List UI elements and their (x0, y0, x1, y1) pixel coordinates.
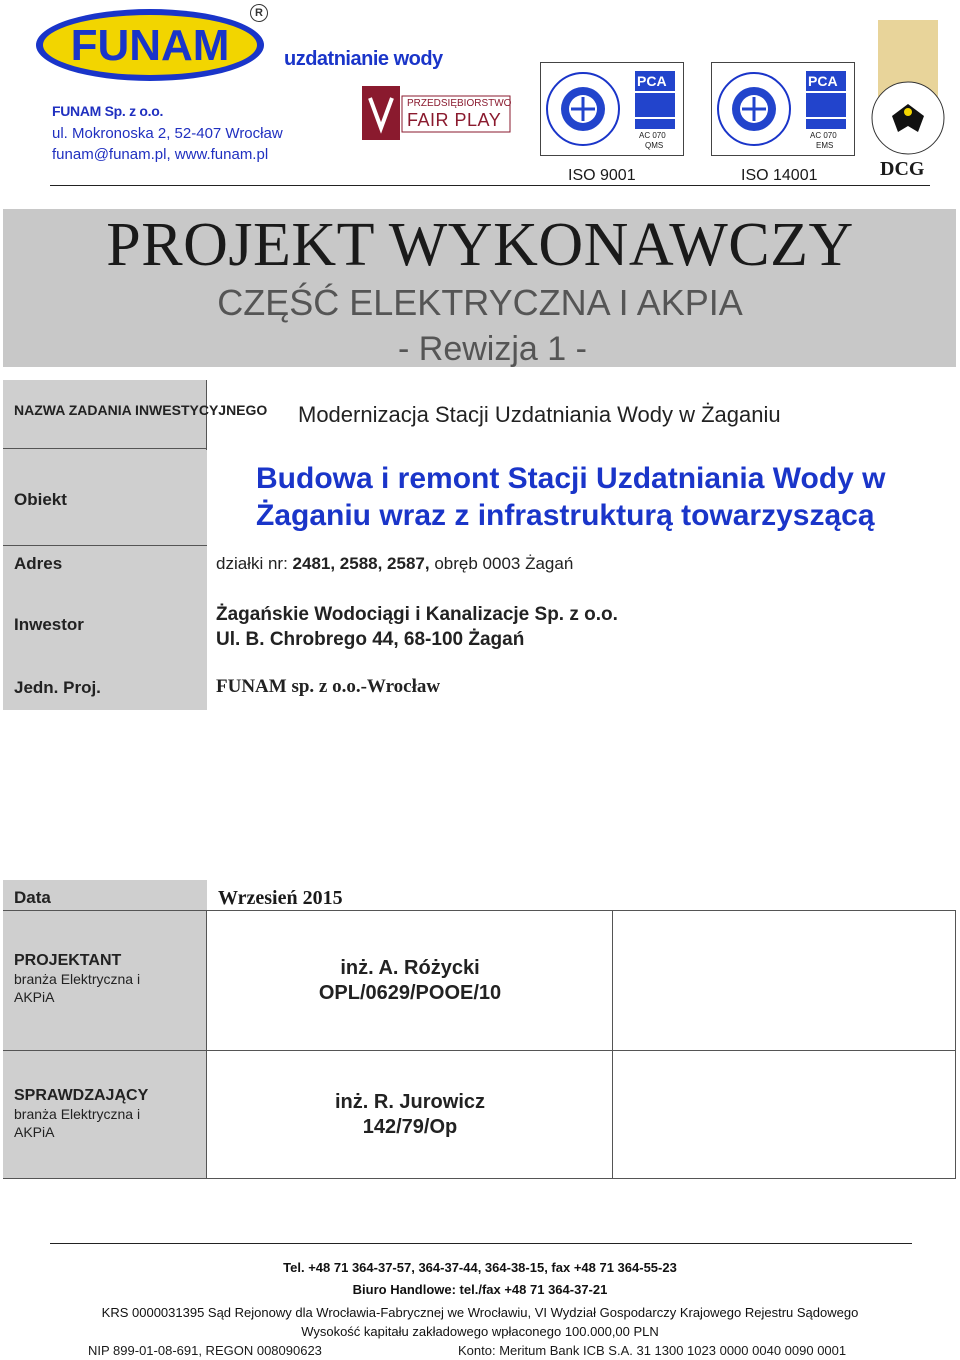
registered-mark-icon: R (250, 4, 268, 22)
address-suffix: obręb 0003 Żagań (429, 554, 574, 573)
table-line (3, 1178, 956, 1179)
document-title: PROJEKT WYKONAWCZY (106, 211, 854, 279)
checker-info (310, 1090, 510, 1140)
designer-name: inż. A. Różycki (340, 957, 480, 979)
table-line (3, 910, 956, 911)
footer-capital: Wysokość kapitału zakładowego wpłaconego 100.000,00 PLN (301, 1324, 659, 1339)
logo-text: FUNAM (70, 21, 230, 70)
fairplay-logo (362, 86, 512, 140)
table-line (206, 910, 207, 1178)
cert-code: AC 070 (639, 131, 666, 140)
designer-branch: branża Elektryczna i (14, 971, 141, 987)
revision-label: - Rewizja 1 - (398, 330, 587, 368)
fairplay-line2: FAIR PLAY (407, 110, 502, 130)
footer-krs: KRS 0000031395 Sąd Rejonowy dla Wrocławia-Fabrycznej we Wrocławiu, VI Wydział Gospodarczy Krajowego Rejestru Sądowego (101, 1305, 859, 1320)
checker-role-title: SPRAWDZAJĄCY (14, 1087, 149, 1104)
checker-role (14, 1087, 148, 1141)
funam-logo (34, 6, 266, 84)
field-value-address (216, 554, 573, 574)
address-prefix: działki nr: (216, 554, 293, 573)
field-label-task: NAZWA ZADANIA INWESTYCYJNEGO (14, 402, 268, 418)
tagline: uzdatnianie wody (284, 48, 443, 70)
table-line (612, 910, 613, 1178)
address-plots: 2481, 2588, 2587, (292, 554, 430, 573)
header-divider (50, 185, 930, 186)
field-label-address: Adres (14, 554, 63, 573)
table-line (3, 1050, 956, 1051)
footer-office: Biuro Handlowe: tel./fax +48 71 364-37-21 (352, 1282, 608, 1297)
field-value-task: Modernizacja Stacji Uzdatniania Wody w Żaganiu (298, 402, 781, 427)
table-line (955, 910, 956, 1178)
iso14001-label: ISO 14001 (741, 167, 818, 184)
fairplay-line1: PRZEDSIĘBIORSTWO (407, 98, 512, 109)
date-label: Data (14, 888, 51, 907)
document-subtitle: CZĘŚĆ ELEKTRYCZNA I AKPIA (217, 282, 743, 323)
company-address: ul. Mokronoska 2, 52-407 Wrocław (52, 125, 283, 142)
company-contact: funam@funam.pl, www.funam.pl (52, 146, 269, 163)
iso14001-certificate (711, 62, 855, 156)
footer-nip: NIP 899-01-08-691, REGON 008090623 (88, 1343, 322, 1358)
designer-role (14, 952, 140, 1006)
designer-role-title: PROJEKTANT (14, 952, 122, 969)
dcg-label: DCG (880, 158, 925, 180)
investor-address: Ul. B. Chrobrego 44, 68-100 Żagań (216, 629, 525, 650)
designer-info (310, 956, 510, 1006)
date-value: Wrzesień 2015 (218, 887, 343, 909)
company-name: FUNAM Sp. z o.o. (52, 103, 164, 119)
cert-code: AC 070 (810, 131, 837, 140)
cert-type: EMS (816, 141, 834, 150)
investor-name: Żagańskie Wodociągi i Kanalizacje Sp. z o.o. (216, 604, 618, 625)
field-value-design-unit: FUNAM sp. z o.o.-Wrocław (216, 676, 441, 697)
footer-bank: Konto: Meritum Bank ICB S.A. 31 1300 1023 0000 0040 0090 0001 (458, 1343, 847, 1358)
footer-divider (50, 1243, 912, 1244)
checker-branch-2: AKPiA (14, 1124, 55, 1140)
field-label-investor: Inwestor (14, 615, 84, 634)
cert-type: QMS (645, 141, 664, 150)
checker-license: 142/79/Op (362, 1116, 458, 1138)
iso9001-label: ISO 9001 (568, 167, 636, 184)
field-value-object: Budowa i remont Stacji Uzdatniania Wody w Żaganiu wraz z infrastrukturą towarzyszącą (256, 462, 886, 532)
checker-name: inż. R. Jurowicz (334, 1091, 486, 1113)
field-label-object: Obiekt (14, 490, 67, 509)
checker-branch: branża Elektryczna i (14, 1106, 141, 1122)
row-divider (3, 448, 207, 449)
field-label-design-unit: Jedn. Proj. (14, 678, 101, 697)
pca-mark: PCA (808, 73, 838, 89)
pca-mark: PCA (637, 73, 667, 89)
field-value-investor (216, 602, 618, 652)
dcg-certificate-logo (870, 20, 946, 180)
iso9001-certificate (540, 62, 684, 156)
footer-phone: Tel. +48 71 364-37-57, 364-37-44, 364-38-15, fax +48 71 364-55-23 (283, 1260, 677, 1275)
designer-license: OPL/0629/POOE/10 (318, 982, 502, 1004)
designer-branch-2: AKPiA (14, 989, 55, 1005)
row-divider (3, 545, 207, 546)
